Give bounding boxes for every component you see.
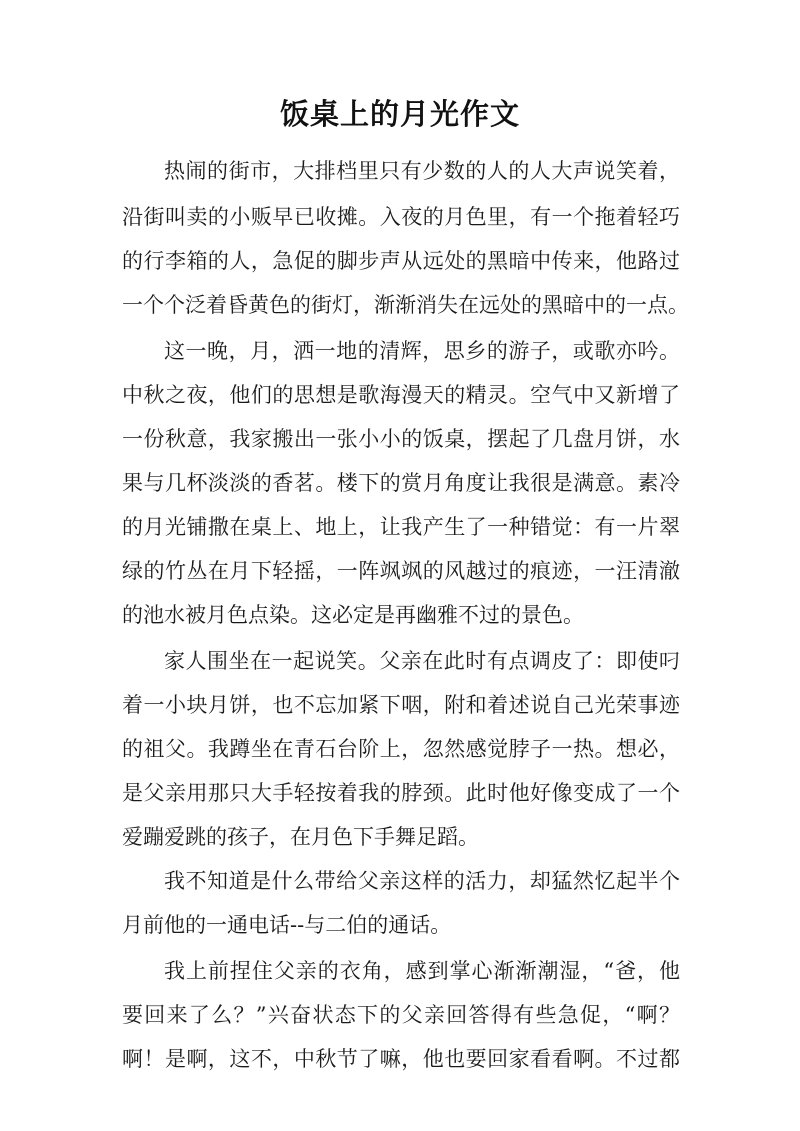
body-line: 这一晚，月，洒一地的清辉，思乡的游子，或歌亦吟。 [164, 339, 680, 363]
body-line: 的行李箱的人，急促的脚步声从远处的黑暗中传来，他路过 [122, 249, 680, 273]
body-line: 爱蹦爱跳的孩子，在月色下手舞足蹈。 [122, 825, 479, 849]
body-line: 中秋之夜，他们的思想是歌海漫天的精灵。空气中又新增了 [122, 383, 680, 407]
body-line: 沿街叫卖的小贩早已收摊。入夜的月色里，有一个拖着轻巧 [122, 205, 680, 229]
body-line: 啊！是啊，这不，中秋节了嘛，他也要回家看看啊。不过都 [122, 1047, 680, 1071]
body-line: 家人围坐在一起说笑。父亲在此时有点调皮了：即使叼 [164, 649, 680, 673]
body-line: 要回来了么？”兴奋状态下的父亲回答得有些急促，“啊？ [122, 1003, 680, 1027]
body-line: 是父亲用那只大手轻按着我的脖颈。此时他好像变成了一个 [122, 781, 680, 805]
body-line: 我不知道是什么带给父亲这样的活力，却猛然忆起半个 [164, 869, 680, 893]
body-line: 的月光铺撒在桌上、地上，让我产生了一种错觉：有一片翠 [122, 515, 680, 539]
body-line: 一份秋意，我家搬出一张小小的饭桌，摆起了几盘月饼，水 [122, 427, 680, 451]
body-line: 热闹的街市，大排档里只有少数的人的人大声说笑着， [164, 159, 680, 183]
body-line: 一个个泛着昏黄色的街灯，渐渐消失在远处的黑暗中的一点。 [122, 293, 689, 317]
document-title: 饭桌上的月光作文 [279, 97, 520, 131]
body-line: 果与几杯淡淡的香茗。楼下的赏月角度让我很是满意。素冷 [122, 471, 680, 495]
body-line: 的祖父。我蹲坐在青石台阶上，忽然感觉脖子一热。想必， [122, 737, 680, 761]
body-line: 绿的竹丛在月下轻摇，一阵飒飒的风越过的痕迹，一汪清澈 [122, 559, 680, 583]
body-line: 着一小块月饼，也不忘加紧下咽，附和着述说自己光荣事迹 [122, 693, 680, 717]
body-line: 我上前捏住父亲的衣角，感到掌心渐渐潮湿，“爸，他 [164, 959, 680, 983]
body-line: 的池水被月色点染。这必定是再幽雅不过的景色。 [122, 603, 584, 627]
body-line: 月前他的一通电话--与二伯的通话。 [122, 913, 452, 937]
